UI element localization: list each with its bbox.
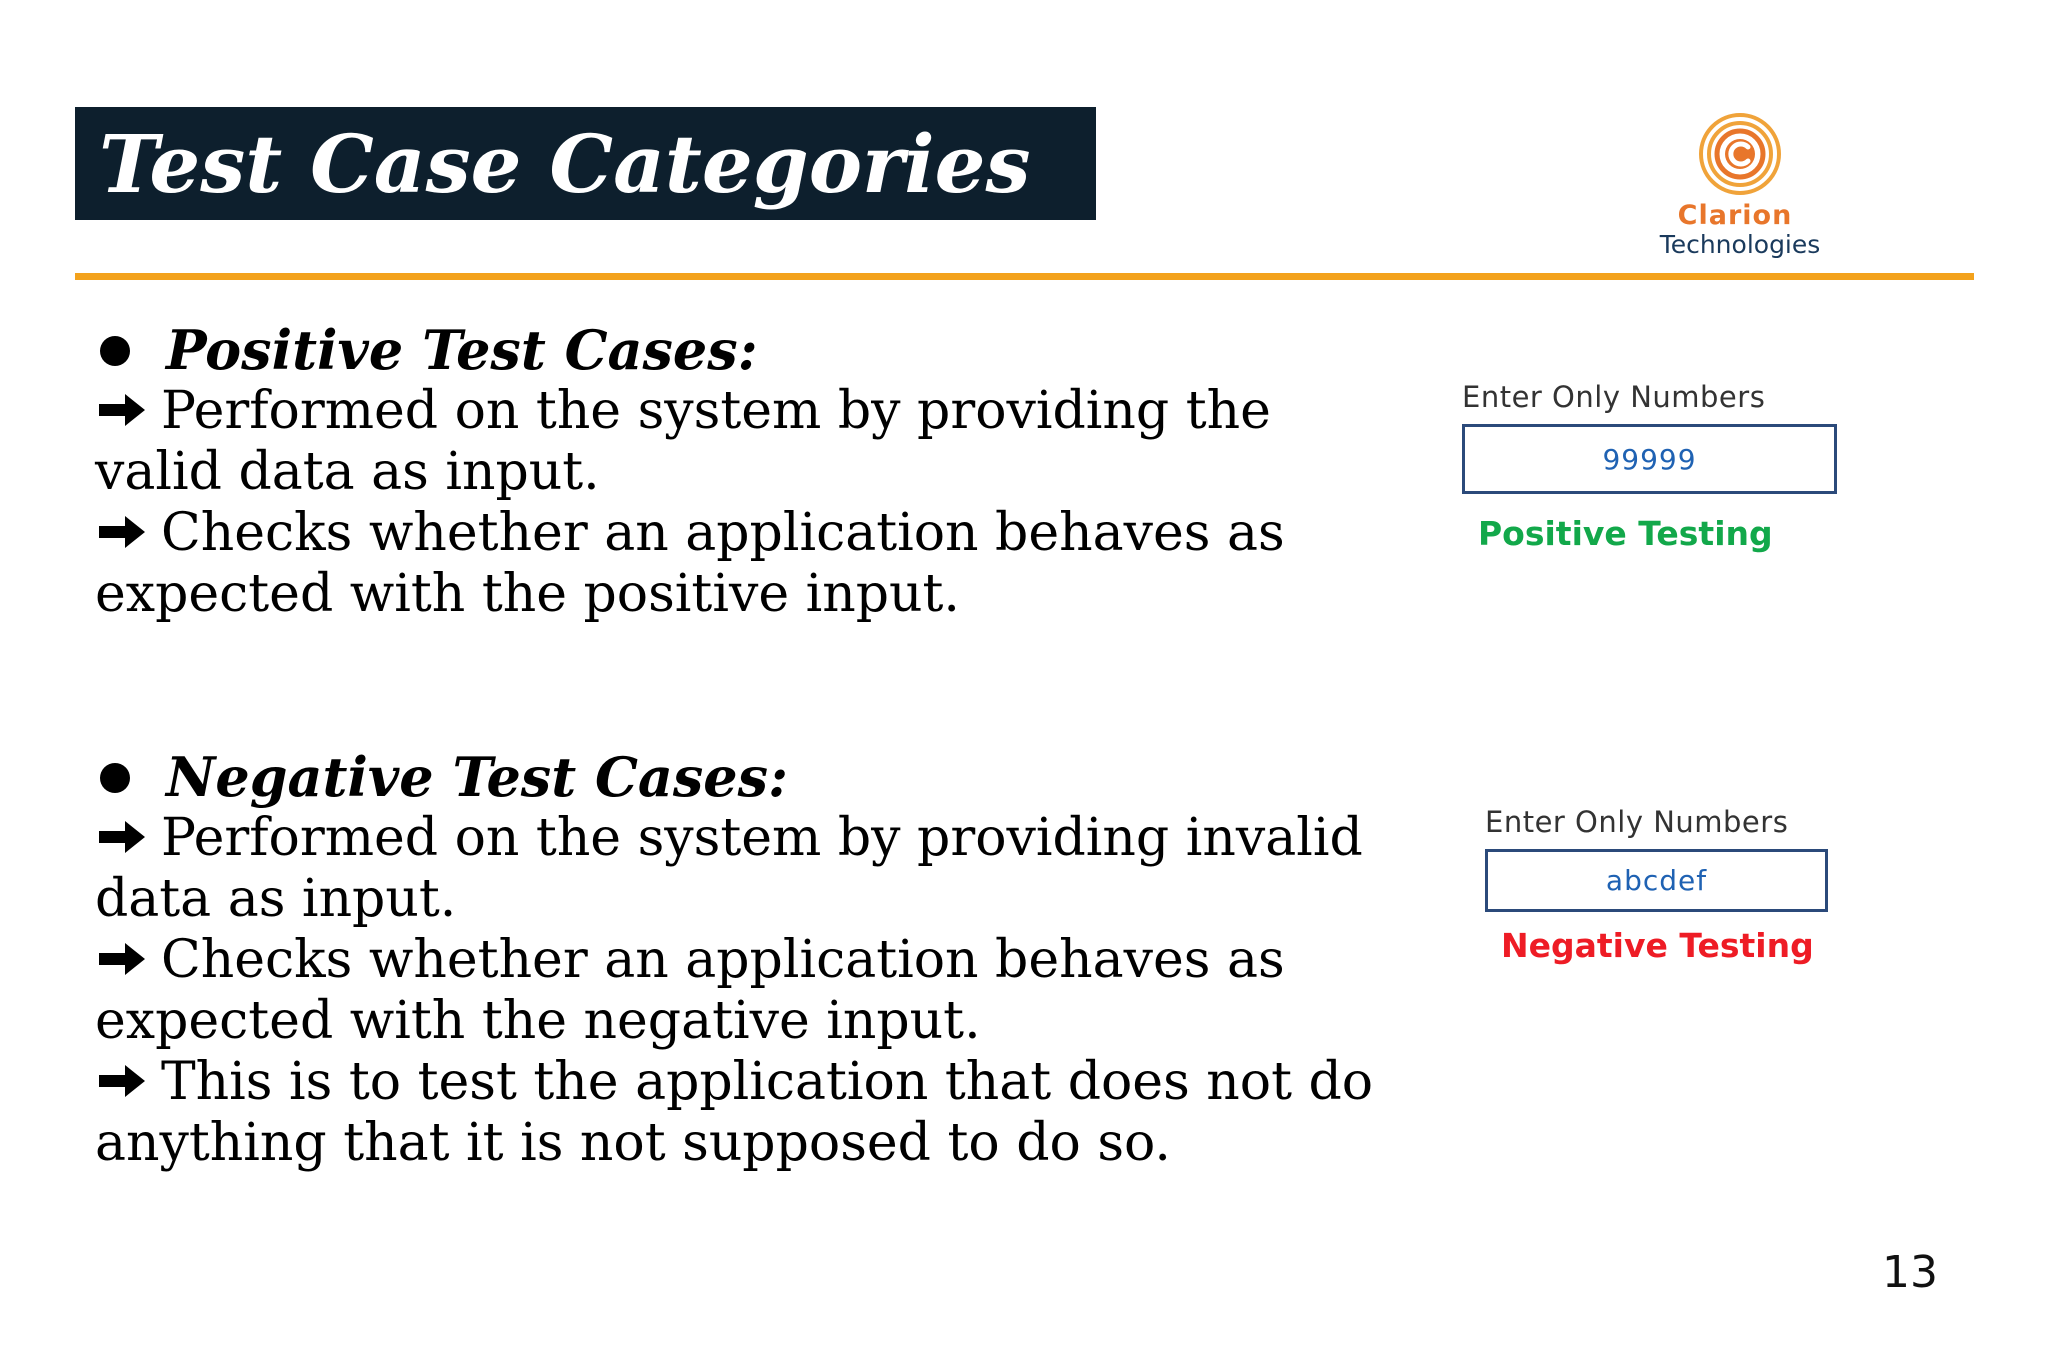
clarion-c-logo-icon bbox=[1688, 112, 1792, 196]
page-number: 13 bbox=[1882, 1247, 1938, 1298]
header-divider bbox=[75, 273, 1974, 280]
positive-demo-input: 99999 bbox=[1462, 424, 1837, 494]
page-title: Test Case Categories bbox=[99, 116, 1031, 211]
positive-heading-line bbox=[95, 320, 1395, 381]
logo-name: Clarion bbox=[1677, 200, 1793, 231]
positive-point-text: Checks whether an application behaves as expected with the positive input. bbox=[95, 503, 1285, 624]
right-arrow-icon bbox=[95, 1061, 153, 1101]
positive-demo-label: Enter Only Numbers bbox=[1462, 380, 1766, 414]
positive-demo bbox=[1462, 380, 1842, 553]
negative-point-text: Checks whether an application behaves as expected with the negative input. bbox=[95, 930, 1285, 1051]
negative-demo bbox=[1485, 805, 1845, 965]
negative-point bbox=[95, 1052, 1395, 1174]
right-arrow-icon bbox=[95, 512, 153, 552]
bullet-icon bbox=[100, 336, 130, 366]
company-logo bbox=[1640, 112, 1840, 262]
negative-demo-input: abcdef bbox=[1485, 849, 1828, 912]
negative-demo-label: Enter Only Numbers bbox=[1485, 805, 1789, 839]
positive-demo-result: Positive Testing bbox=[1478, 514, 1773, 553]
negative-demo-result: Negative Testing bbox=[1501, 926, 1814, 965]
positive-point-text: Performed on the system by providing the valid data as input. bbox=[95, 381, 1271, 502]
bullet-icon bbox=[100, 763, 130, 793]
negative-section bbox=[95, 747, 1395, 1174]
right-arrow-icon bbox=[95, 939, 153, 979]
logo-subtitle: Technologies bbox=[1659, 230, 1821, 259]
right-arrow-icon bbox=[95, 390, 153, 430]
negative-heading: Negative Test Cases: bbox=[166, 745, 789, 809]
negative-heading-line bbox=[95, 747, 1395, 808]
positive-heading: Positive Test Cases: bbox=[166, 318, 758, 382]
positive-section bbox=[95, 320, 1395, 625]
negative-point-text: This is to test the application that does not do anything that it is not supposed to do so. bbox=[95, 1052, 1374, 1173]
negative-point bbox=[95, 930, 1395, 1052]
negative-point-text: Performed on the system by providing invalid data as input. bbox=[95, 808, 1363, 929]
negative-point bbox=[95, 808, 1395, 930]
right-arrow-icon bbox=[95, 817, 153, 857]
positive-point bbox=[95, 381, 1395, 503]
title-banner bbox=[75, 107, 1096, 220]
positive-point bbox=[95, 503, 1395, 625]
